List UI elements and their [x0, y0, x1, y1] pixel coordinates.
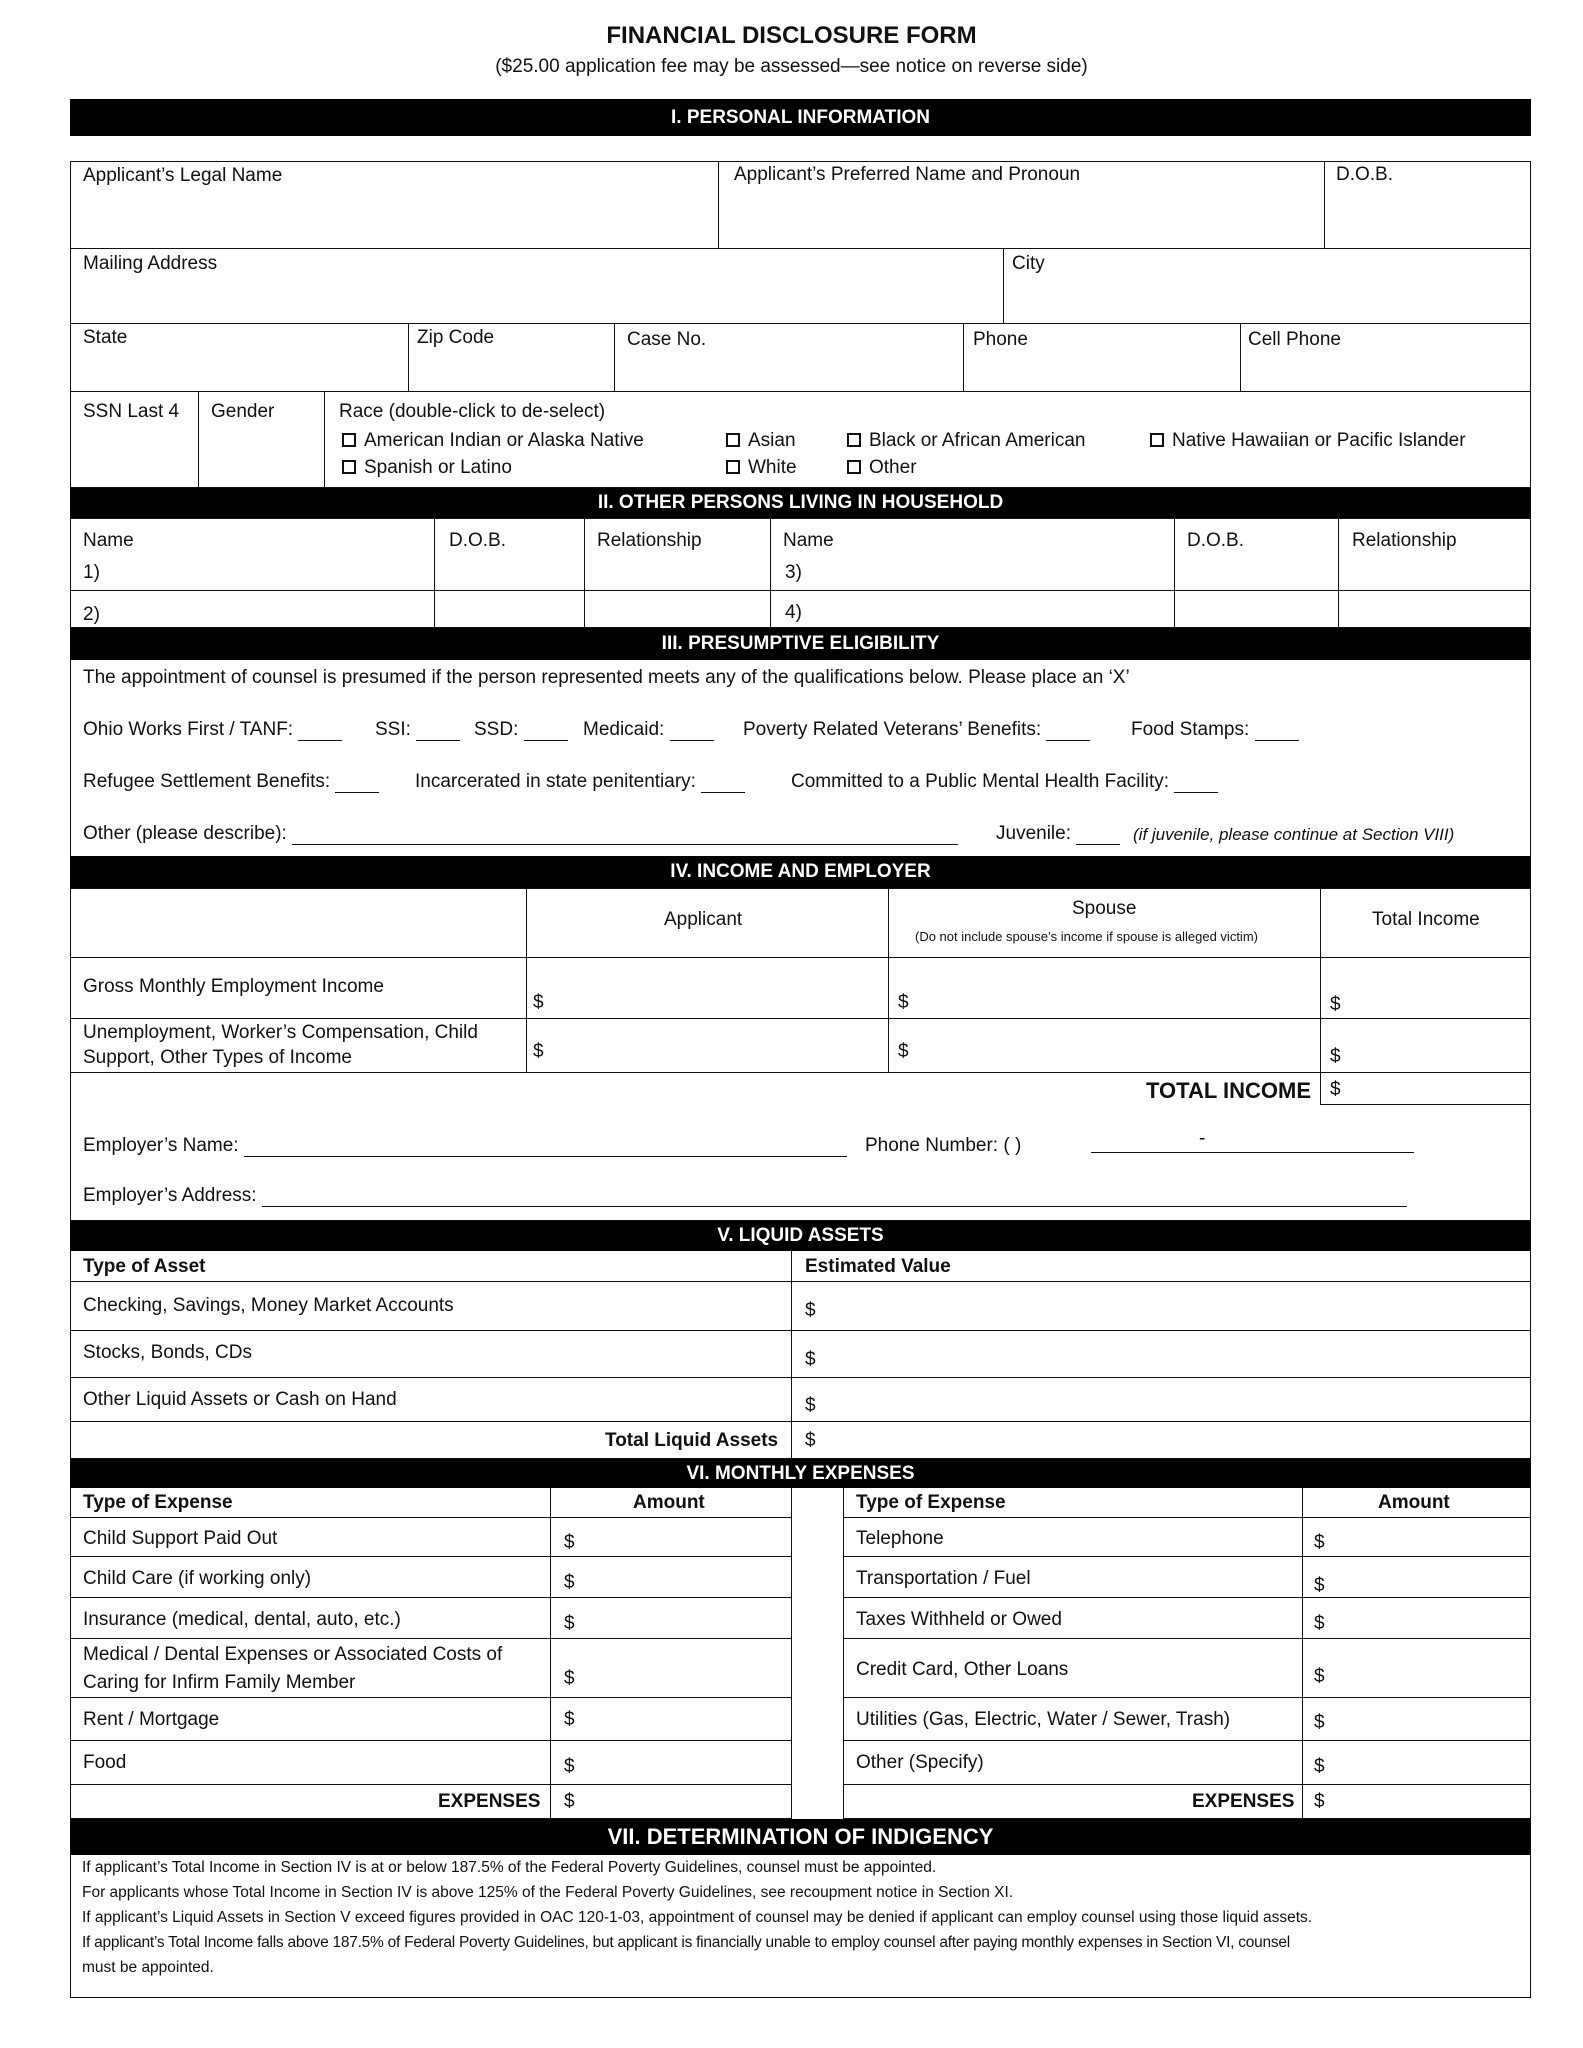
expense-medical-line1: Medical / Dental Expenses or Associated Costs of — [83, 1644, 503, 1665]
eligibility-other[interactable]: Other (please describe): — [83, 823, 958, 845]
household-dob-header: D.O.B. — [449, 530, 507, 551]
race-option-asian[interactable]: Asian — [726, 430, 796, 452]
ssn-field[interactable]: SSN Last 4 — [83, 401, 180, 422]
expenses-total-label-right: EXPENSES — [1192, 1791, 1295, 1812]
household-name-header-2: Name — [783, 530, 834, 551]
gender-field[interactable]: Gender — [211, 401, 275, 422]
income-row-other-line1: Unemployment, Worker’s Compensation, Child — [83, 1022, 478, 1043]
dob-field[interactable]: D.O.B. — [1336, 164, 1394, 185]
expense-type-header-right: Type of Expense — [856, 1492, 1006, 1513]
total-liquid-assets-value[interactable]: $ — [805, 1430, 816, 1451]
asset-value-header: Estimated Value — [805, 1256, 951, 1277]
asset-type-header: Type of Asset — [83, 1256, 206, 1277]
city-field[interactable]: City — [1012, 253, 1045, 274]
section-household-header: II. OTHER PERSONS LIVING IN HOUSEHOLD — [70, 488, 1531, 518]
expense-type-header-left: Type of Expense — [83, 1492, 233, 1513]
checkbox-icon — [342, 433, 356, 447]
section-personal-header: I. PERSONAL INFORMATION — [70, 99, 1531, 136]
state-field[interactable]: State — [83, 327, 128, 348]
eligibility-juvenile[interactable]: Juvenile: — [996, 823, 1120, 845]
asset-row-stocks: Stocks, Bonds, CDs — [83, 1342, 252, 1363]
expenses-total-label-left: EXPENSES — [438, 1791, 541, 1812]
race-option-american-indian[interactable]: American Indian or Alaska Native — [342, 430, 644, 452]
expense-child-care-amount[interactable]: $ — [564, 1572, 575, 1593]
eligibility-mental-health[interactable]: Committed to a Public Mental Health Facility: — [791, 771, 1218, 793]
expense-food-amount[interactable]: $ — [564, 1756, 575, 1777]
expense-transportation: Transportation / Fuel — [856, 1568, 1031, 1589]
preferred-name-field[interactable]: Applicant’s Preferred Name and Pronoun — [734, 164, 1081, 185]
race-option-black[interactable]: Black or African American — [847, 430, 1085, 452]
eligibility-ssd[interactable]: SSD: — [474, 719, 568, 741]
expense-amount-header-left: Amount — [633, 1492, 705, 1513]
indigency-line-4: If applicant’s Total Income falls above 187.5% of Federal Poverty Guidelines, but applicant is financially unable to employ counsel after paying monthly expenses in Section VI, counsel — [82, 1934, 1290, 1951]
expense-telephone-amount[interactable]: $ — [1314, 1532, 1325, 1553]
expense-child-support: Child Support Paid Out — [83, 1528, 278, 1549]
employer-name-field[interactable]: Employer’s Name: — [83, 1135, 847, 1157]
checkbox-icon — [342, 460, 356, 474]
household-row-2[interactable]: 2) — [83, 604, 100, 625]
mailing-address-field[interactable]: Mailing Address — [83, 253, 218, 274]
section-indigency-header: VII. DETERMINATION OF INDIGENCY — [70, 1819, 1531, 1855]
checkbox-icon — [1150, 433, 1164, 447]
assets-box — [70, 1251, 1531, 1459]
expense-other: Other (Specify) — [856, 1752, 984, 1773]
employer-phone-field[interactable]: Phone Number: ( ) — [865, 1135, 1022, 1156]
cell-phone-field[interactable]: Cell Phone — [1248, 329, 1341, 350]
expense-amount-header-right: Amount — [1378, 1492, 1450, 1513]
total-liquid-assets-label: Total Liquid Assets — [605, 1430, 779, 1451]
asset-stocks-value[interactable]: $ — [805, 1349, 816, 1370]
asset-checking-value[interactable]: $ — [805, 1300, 816, 1321]
section-eligibility-header: III. PRESUMPTIVE ELIGIBILITY — [70, 628, 1531, 660]
juvenile-note: (if juvenile, please continue at Section VIII) — [1133, 825, 1455, 844]
income-other-spouse[interactable]: $ — [898, 1041, 909, 1062]
expense-rent-amount[interactable]: $ — [564, 1709, 575, 1730]
race-label: Race (double-click to de-select) — [339, 401, 606, 422]
income-total-header: Total Income — [1372, 909, 1480, 930]
indigency-line-1: If applicant’s Total Income in Section IV is at or below 187.5% of the Federal Poverty Guidelines, counsel must be appointed. — [82, 1859, 937, 1876]
eligibility-ssi[interactable]: SSI: — [375, 719, 460, 741]
eligibility-medicaid[interactable]: Medicaid: — [583, 719, 714, 741]
checkbox-icon — [847, 460, 861, 474]
expense-taxes: Taxes Withheld or Owed — [856, 1609, 1062, 1630]
expense-rent: Rent / Mortgage — [83, 1709, 220, 1730]
eligibility-tanf[interactable]: Ohio Works First / TANF: — [83, 719, 342, 741]
household-relationship-header: Relationship — [597, 530, 702, 551]
expense-child-support-amount[interactable]: $ — [564, 1532, 575, 1553]
expenses-total-right[interactable]: $ — [1314, 1791, 1325, 1812]
expense-medical-line2: Caring for Infirm Family Member — [83, 1672, 356, 1693]
income-row-other-line2: Support, Other Types of Income — [83, 1047, 352, 1068]
total-income-value[interactable]: $ — [1330, 1079, 1341, 1100]
phone-dash: - — [1199, 1128, 1206, 1149]
expense-utilities: Utilities (Gas, Electric, Water / Sewer, Trash) — [856, 1709, 1231, 1730]
expense-utilities-amount[interactable]: $ — [1314, 1712, 1325, 1733]
income-applicant-header: Applicant — [664, 909, 743, 930]
expense-medical-amount[interactable]: $ — [564, 1668, 575, 1689]
expense-transportation-amount[interactable]: $ — [1314, 1575, 1325, 1596]
form-subtitle: ($25.00 application fee may be assessed—see notice on reverse side) — [495, 56, 1088, 77]
income-row-employment: Gross Monthly Employment Income — [83, 976, 384, 997]
household-row-3[interactable]: 3) — [785, 562, 802, 583]
race-option-other[interactable]: Other — [847, 457, 917, 479]
race-option-white[interactable]: White — [726, 457, 797, 479]
eligibility-veterans[interactable]: Poverty Related Veterans’ Benefits: — [743, 719, 1090, 741]
employer-address-field[interactable]: Employer’s Address: — [83, 1185, 1407, 1207]
household-dob-header-2: D.O.B. — [1187, 530, 1245, 551]
expense-credit-card-amount[interactable]: $ — [1314, 1666, 1325, 1687]
expense-other-amount[interactable]: $ — [1314, 1756, 1325, 1777]
expense-food: Food — [83, 1752, 127, 1773]
checkbox-icon — [847, 433, 861, 447]
race-option-pacific-islander[interactable]: Native Hawaiian or Pacific Islander — [1150, 430, 1466, 452]
spouse-note: (Do not include spouse’s income if spouse is alleged victim) — [915, 929, 1258, 944]
income-spouse-header: Spouse — [1072, 898, 1137, 919]
indigency-line-5: must be appointed. — [82, 1959, 214, 1976]
household-row-1[interactable]: 1) — [83, 562, 100, 583]
phone-field[interactable]: Phone — [973, 329, 1028, 350]
eligibility-incarcerated[interactable]: Incarcerated in state penitentiary: — [415, 771, 745, 793]
household-relationship-header-2: Relationship — [1352, 530, 1457, 551]
eligibility-intro: The appointment of counsel is presumed if the person represented meets any of the qualifications below. Please place an ‘X’ — [83, 667, 1130, 688]
asset-other-value[interactable]: $ — [805, 1395, 816, 1416]
checkbox-icon — [726, 433, 740, 447]
household-row-4[interactable]: 4) — [785, 602, 802, 623]
income-other-total[interactable]: $ — [1330, 1046, 1341, 1067]
expense-child-care: Child Care (if working only) — [83, 1568, 312, 1589]
indigency-line-3: If applicant’s Liquid Assets in Section V exceed figures provided in OAC 120-1-03, appointment of counsel may be denied if applicant can employ counsel using those liquid assets. — [82, 1909, 1313, 1926]
expense-insurance: Insurance (medical, dental, auto, etc.) — [83, 1609, 401, 1630]
total-income-label: TOTAL INCOME — [1146, 1078, 1311, 1103]
case-no-field[interactable]: Case No. — [627, 329, 707, 350]
income-employment-spouse[interactable]: $ — [898, 992, 909, 1013]
form-title: FINANCIAL DISCLOSURE FORM — [606, 22, 977, 49]
section-assets-header: V. LIQUID ASSETS — [70, 1221, 1531, 1251]
employer-phone-line[interactable] — [1091, 1152, 1414, 1153]
income-other-applicant[interactable]: $ — [533, 1041, 544, 1062]
race-option-latino[interactable]: Spanish or Latino — [342, 457, 512, 479]
legal-name-field[interactable]: Applicant’s Legal Name — [83, 165, 283, 186]
zip-field[interactable]: Zip Code — [417, 327, 495, 348]
income-employment-total[interactable]: $ — [1330, 994, 1341, 1015]
section-expenses-header: VI. MONTHLY EXPENSES — [70, 1459, 1531, 1488]
expense-insurance-amount[interactable]: $ — [564, 1613, 575, 1634]
eligibility-refugee[interactable]: Refugee Settlement Benefits: — [83, 771, 379, 793]
asset-row-checking: Checking, Savings, Money Market Accounts — [83, 1295, 454, 1316]
section-income-header: IV. INCOME AND EMPLOYER — [70, 856, 1531, 888]
expense-credit-card: Credit Card, Other Loans — [856, 1659, 1069, 1680]
household-name-header: Name — [83, 530, 134, 551]
eligibility-food-stamps[interactable]: Food Stamps: — [1131, 719, 1299, 741]
asset-row-other: Other Liquid Assets or Cash on Hand — [83, 1389, 397, 1410]
expense-taxes-amount[interactable]: $ — [1314, 1613, 1325, 1634]
expenses-total-left[interactable]: $ — [564, 1791, 575, 1812]
income-employment-applicant[interactable]: $ — [533, 992, 544, 1013]
expense-telephone: Telephone — [856, 1528, 944, 1549]
indigency-line-2: For applicants whose Total Income in Section IV is above 125% of the Federal Poverty Guidelines, see recoupment notice in Section XI. — [82, 1884, 1014, 1901]
checkbox-icon — [726, 460, 740, 474]
